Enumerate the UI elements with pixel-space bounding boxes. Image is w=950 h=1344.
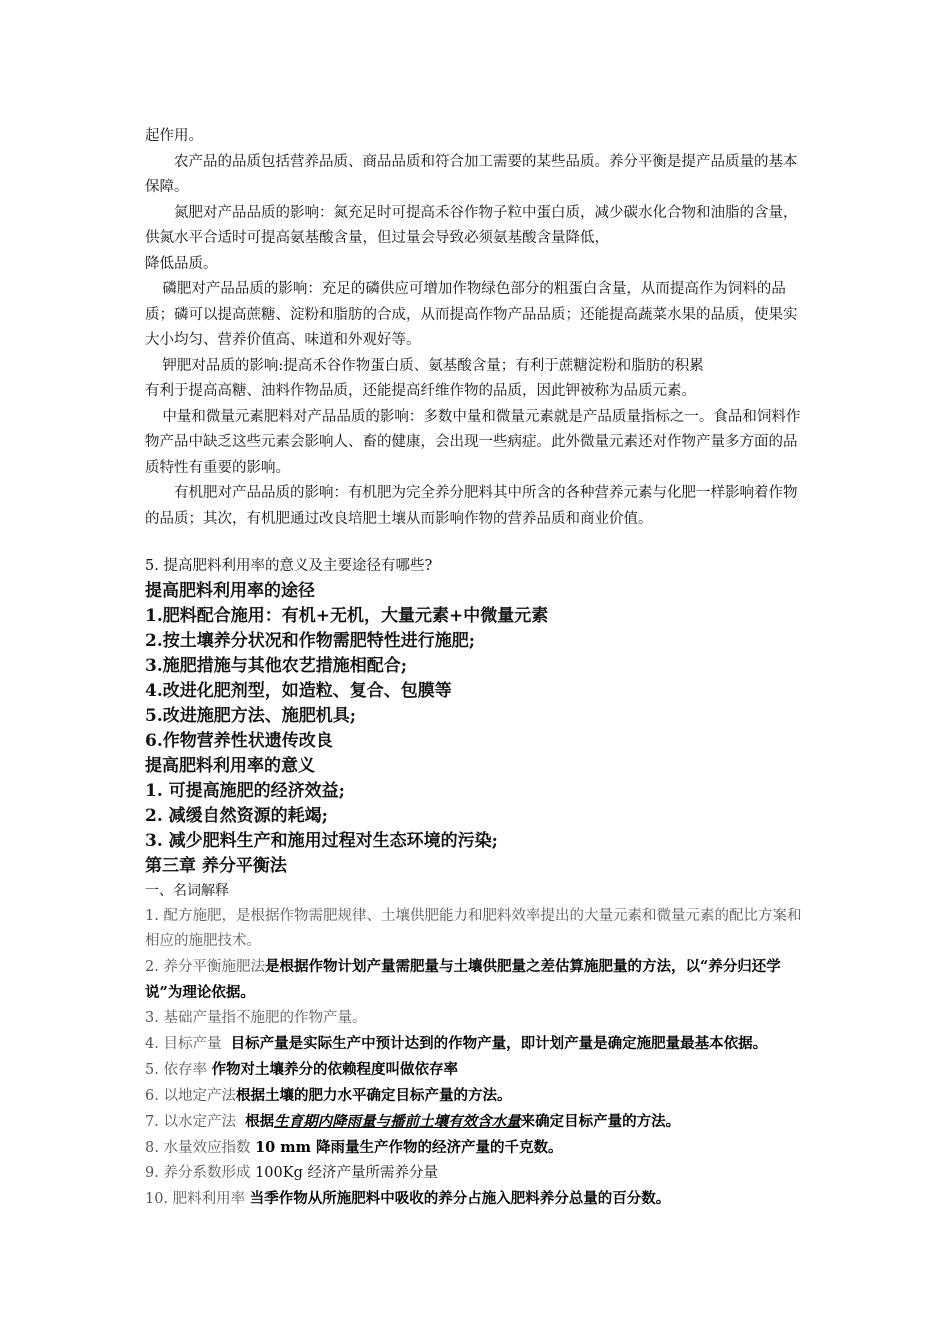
definition-text: 10 mm 降雨量生产作物的经济产量的千克数。 — [255, 1139, 563, 1156]
chapter-title: 第三章 养分平衡法 — [145, 856, 287, 876]
definition-label: 5. 依存率 — [145, 1062, 207, 1078]
definition-2 — [145, 954, 810, 1006]
paragraph-intro-end: 起作用。 — [145, 128, 203, 144]
definition-label: 2. 养分平衡施肥法 — [145, 959, 265, 975]
definition-text-post: 来确定目标产量的方法。 — [520, 1113, 681, 1130]
definition-label: 7. 以水定产法 — [145, 1114, 236, 1130]
meaning-item: 3. 减少肥料生产和施用过程对生态环境的污染; — [145, 831, 498, 851]
paragraph-micronutrients: 中量和微量元素肥料对产品品质的影响：多数中量和微量元素就是产品质量指标之一。食品和饲料作物产品中缺乏这些元素会影响人、畜的健康，会出现一些病症。此外微量元素还对作物产量多方面的品质特性有重要的影响。 — [145, 408, 801, 476]
definition-text-pre: 根据 — [245, 1113, 275, 1130]
paragraph-phosphorus: 磷肥对产品品质的影响：充足的磷供应可增加作物绿色部分的粗蛋白含量，从而提高作为饲料的品质；磷可以提高蔗糖、淀粉和脂肪的合成，从而提高作物产品品质；还能提高蔬菜水果的品质，使果实大小均匀、营养价值高、味道和外观好等。 — [145, 281, 798, 348]
way-item: 4.改进化肥剂型，如造粒、复合、包膜等 — [145, 681, 452, 701]
spacer — [145, 532, 810, 554]
paragraph-organic: 有机肥对产品品质的影响：有机肥为完全养分肥料其中所含的各种营养元素与化肥一样影响着作物的品质；其次，有机肥通过改良培肥土壤从而影响作物的营养品质和商业价值。 — [145, 485, 798, 527]
definition-text: 100Kg 经济产量所需养分量 — [255, 1165, 438, 1181]
way-item: 2.按土壤养分状况和作物需肥特性进行施肥; — [145, 631, 476, 651]
way-item: 5.改进施肥方法、施肥机具; — [145, 706, 357, 726]
paragraph-quality: 农产品的品质包括营养品质、商品品质和符合加工需要的某些品质。养分平衡是提产品质量的基本保障。 — [145, 153, 798, 195]
definition-10 — [145, 1186, 810, 1212]
definition-label: 10. 肥料利用率 — [145, 1191, 246, 1207]
definition-5 — [145, 1057, 810, 1083]
way-item: 3.施肥措施与其他农艺措施相配合; — [145, 656, 408, 676]
definition-label: 8. 水量效应指数 — [145, 1140, 251, 1156]
paragraph-nitrogen: 氮肥对产品品质的影响：氮充足时可提高禾谷作物子粒中蛋白质，减少碳水化合物和油脂的含量，供氮水平合适时可提高氨基酸含量，但过量会导致必须氨基酸含量降低， — [145, 204, 798, 246]
definition-text: 是根据作物计划产量需肥量与土壤供肥量之差估算施肥量的方法，以“养分归还学说”为理论依据。 — [145, 958, 781, 1001]
meaning-item: 2. 减缓自然资源的耗竭; — [145, 806, 328, 826]
definition-text-underlined: 生育期内降雨量与播前土壤有效含水量 — [274, 1113, 521, 1130]
way-item: 6.作物营养性状遗传改良 — [145, 731, 333, 751]
definition-1: 1. 配方施肥，是根据作物需肥规律、土壤供肥能力和肥料效率提出的大量元素和微量元素的配比方案和相应的施肥技术。 — [145, 908, 802, 949]
definition-text: 根据土壤的肥力水平确定目标产量的方法。 — [235, 1087, 512, 1104]
question-5: 5. 提高肥料利用率的意义及主要途径有哪些? — [145, 558, 433, 574]
definition-4 — [145, 1031, 810, 1057]
definition-text: 目标产量是实际生产中预计达到的作物产量，即计划产量是确定施肥量最基本依据。 — [230, 1035, 768, 1052]
definition-label: 9. 养分系数形成 — [145, 1165, 251, 1181]
paragraph-nitrogen-end: 降低品质。 — [145, 255, 218, 272]
definition-label: 6. 以地定产法 — [145, 1088, 236, 1104]
definition-8 — [145, 1135, 810, 1161]
meaning-item: 1. 可提高施肥的经济效益; — [145, 781, 345, 801]
definition-6 — [145, 1083, 810, 1109]
section-title: 一、名词解释 — [145, 883, 229, 899]
definition-text: 当季作物从所施肥料中吸收的养分占施入肥料养分总量的百分数。 — [249, 1190, 671, 1207]
definition-label: 4. 目标产量 — [145, 1036, 222, 1052]
definition-3: 3. 基础产量指不施肥的作物产量。 — [145, 1010, 367, 1026]
paragraph-potassium: 钾肥对品质的影响:提高禾谷作物蛋白质、氨基酸含量；有利于蔗糖淀粉和脂肪的积累 — [162, 357, 704, 374]
definition-text: 作物对土壤养分的依赖程度叫做依存率 — [211, 1061, 459, 1078]
definition-7 — [145, 1109, 810, 1135]
document-page — [145, 124, 810, 1212]
paragraph-potassium-end: 有利于提高高糖、油料作物品质，还能提高纤维作物的品质，因此钾被称为品质元素。 — [145, 383, 696, 399]
way-item: 1.肥料配合施用：有机+无机，大量元素+中微量元素 — [145, 606, 549, 626]
ways-heading: 提高肥料利用率的途径 — [145, 581, 315, 601]
meaning-heading: 提高肥料利用率的意义 — [145, 756, 315, 776]
definition-9 — [145, 1161, 810, 1186]
